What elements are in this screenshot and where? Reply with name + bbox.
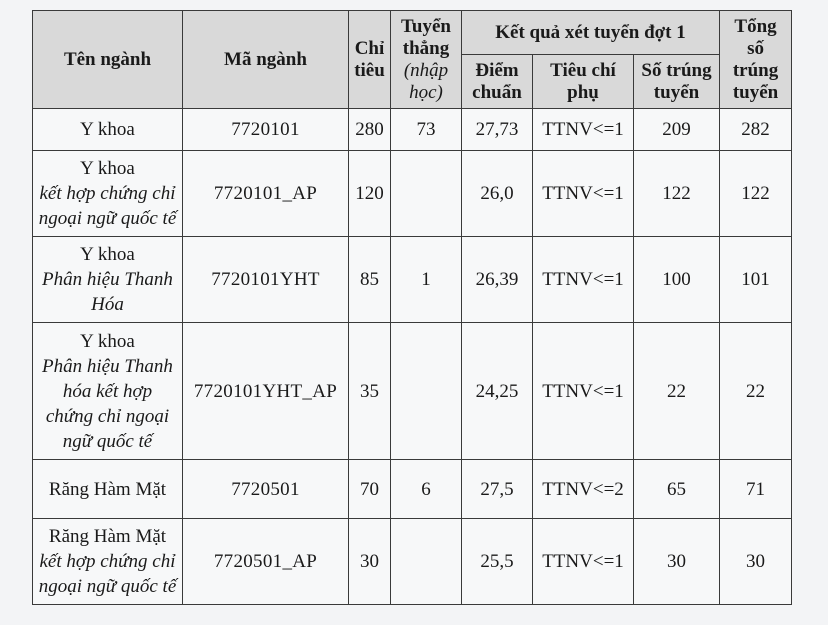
cell-tong-trung-tuyen: 22 [720, 323, 792, 460]
header-tong-line1: Tổng [734, 15, 777, 37]
cell-ma-nganh: 7720101YHT [183, 237, 349, 323]
table-row [33, 237, 792, 323]
cell-ten-nganh [33, 109, 183, 151]
header-tuyen-thang-line2: thẳng [402, 37, 450, 59]
cell-chi-tieu: 30 [349, 519, 391, 605]
cell-tuyen-thang: 6 [391, 460, 462, 519]
cell-so-trung-tuyen: 209 [634, 109, 720, 151]
cell-diem-chuan: 24,25 [462, 323, 533, 460]
cell-tieu-chi-phu: TTNV<=1 [533, 519, 634, 605]
header-diem-chuan [462, 55, 533, 109]
nganh-name: Y khoa [80, 119, 135, 140]
table-row [33, 519, 792, 605]
table-row [33, 460, 792, 519]
cell-so-trung-tuyen: 30 [634, 519, 720, 605]
cell-ma-nganh: 7720501 [183, 460, 349, 519]
header-so-trung-line2: tuyển [653, 81, 700, 103]
header-diem-chuan-line2: chuẩn [472, 81, 522, 103]
cell-diem-chuan: 25,5 [462, 519, 533, 605]
table-body [33, 109, 792, 605]
cell-ten-nganh [33, 323, 183, 460]
cell-so-trung-tuyen: 22 [634, 323, 720, 460]
cell-tuyen-thang: 1 [391, 237, 462, 323]
cell-tong-trung-tuyen: 282 [720, 109, 792, 151]
cell-diem-chuan: 26,0 [462, 151, 533, 237]
header-tuyen-thang [391, 11, 462, 109]
cell-chi-tieu: 70 [349, 460, 391, 519]
header-chi-tieu-line1: Chỉ [354, 37, 385, 59]
cell-tong-trung-tuyen: 30 [720, 519, 792, 605]
header-tieu-chi-line1: Tiêu chí [550, 59, 616, 81]
cell-tieu-chi-phu: TTNV<=1 [533, 109, 634, 151]
nganh-name: Y khoa [80, 330, 135, 352]
cell-ma-nganh: 7720501_AP [183, 519, 349, 605]
cell-so-trung-tuyen: 65 [634, 460, 720, 519]
header-tieu-chi-phu [533, 55, 634, 109]
header-ma-nganh: Mã ngành [183, 11, 349, 109]
cell-tieu-chi-phu: TTNV<=2 [533, 460, 634, 519]
nganh-subtitle-line: Phân hiệu Thanh [42, 269, 173, 290]
nganh-subtitle-line: kết hợp chứng chỉ [39, 183, 176, 204]
cell-ten-nganh [33, 237, 183, 323]
nganh-subtitle-line: ngoại ngữ quốc tế [38, 576, 177, 597]
nganh-subtitle-line: ngữ quốc tế [62, 430, 153, 452]
cell-tieu-chi-phu: TTNV<=1 [533, 323, 634, 460]
cell-tong-trung-tuyen: 71 [720, 460, 792, 519]
nganh-name: Răng Hàm Mặt [48, 478, 167, 500]
cell-ma-nganh: 7720101YHT_AP [183, 323, 349, 460]
cell-tong-trung-tuyen: 122 [720, 151, 792, 237]
nganh-subtitle-line: Phân hiệu Thanh [42, 355, 173, 377]
header-so-trung-tuyen [634, 55, 720, 109]
header-tuyen-thang-line3: (nhập [403, 59, 449, 81]
cell-ten-nganh [33, 151, 183, 237]
cell-tong-trung-tuyen: 101 [720, 237, 792, 323]
header-chi-tieu-line2: tiêu [354, 59, 385, 81]
nganh-subtitle-line: kết hợp chứng chỉ [39, 551, 176, 572]
cell-diem-chuan: 26,39 [462, 237, 533, 323]
cell-ten-nganh [33, 460, 183, 519]
cell-chi-tieu: 85 [349, 237, 391, 323]
cell-tuyen-thang: 73 [391, 109, 462, 151]
header-diem-chuan-line1: Điểm [475, 59, 519, 81]
cell-diem-chuan: 27,5 [462, 460, 533, 519]
header-tong-line3: trúng [732, 59, 779, 81]
nganh-subtitle-line: chứng chỉ ngoại [45, 405, 170, 427]
header-tuyen-thang-line4: học) [409, 81, 443, 103]
cell-chi-tieu: 35 [349, 323, 391, 460]
header-ket-qua: Kết quả xét tuyển đợt 1 [462, 11, 720, 55]
cell-ten-nganh [33, 519, 183, 605]
cell-diem-chuan: 27,73 [462, 109, 533, 151]
nganh-name: Y khoa [80, 158, 135, 179]
header-tieu-chi-line2: phụ [567, 81, 599, 103]
table-row [33, 151, 792, 237]
cell-tuyen-thang [391, 323, 462, 460]
nganh-subtitle-line: Hóa [91, 294, 124, 315]
nganh-name: Y khoa [80, 244, 135, 265]
header-tong [720, 11, 792, 109]
header-tong-line4: tuyển [732, 81, 779, 103]
cell-so-trung-tuyen: 122 [634, 151, 720, 237]
nganh-subtitle-line: hóa kết hợp [62, 380, 153, 402]
cell-so-trung-tuyen: 100 [634, 237, 720, 323]
header-ten-nganh: Tên ngành [33, 11, 183, 109]
cell-ma-nganh: 7720101_AP [183, 151, 349, 237]
admission-results-table [32, 10, 792, 605]
cell-tuyen-thang [391, 519, 462, 605]
cell-chi-tieu: 280 [349, 109, 391, 151]
cell-ma-nganh: 7720101 [183, 109, 349, 151]
cell-tieu-chi-phu: TTNV<=1 [533, 237, 634, 323]
nganh-name: Răng Hàm Mặt [48, 526, 167, 547]
header-tong-line2: số [747, 37, 764, 59]
header-tuyen-thang-line1: Tuyển [401, 15, 451, 37]
cell-tuyen-thang [391, 151, 462, 237]
header-so-trung-line1: Số trúng [641, 59, 712, 81]
header-chi-tieu [349, 11, 391, 109]
cell-tieu-chi-phu: TTNV<=1 [533, 151, 634, 237]
nganh-subtitle-line: ngoại ngữ quốc tế [38, 208, 177, 229]
table-row [33, 323, 792, 460]
cell-chi-tieu: 120 [349, 151, 391, 237]
table-row [33, 109, 792, 151]
